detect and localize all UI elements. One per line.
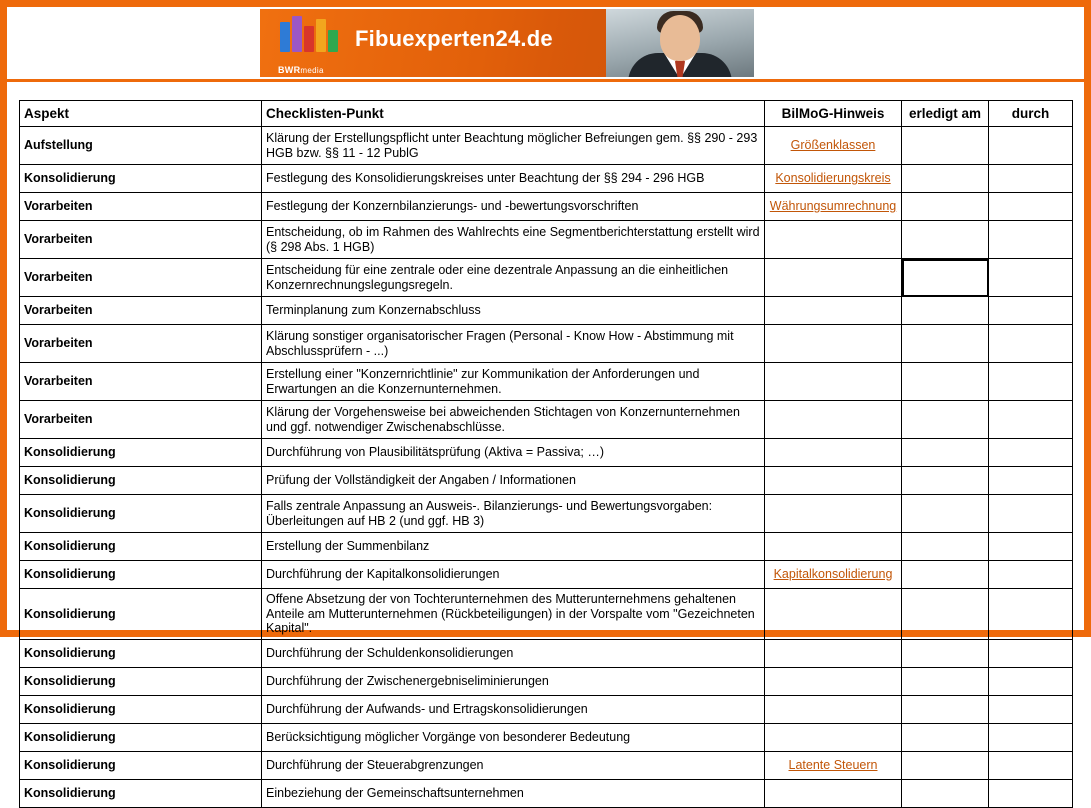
- cell-erledigt-am[interactable]: [902, 589, 989, 640]
- cell-durch[interactable]: [989, 193, 1073, 221]
- cell-aspekt[interactable]: Konsolidierung: [20, 165, 262, 193]
- cell-checklisten-punkt[interactable]: Durchführung von Plausibilitätsprüfung (Aktiva = Passiva; …): [262, 439, 765, 467]
- table-row: [20, 589, 1073, 640]
- header-area: [7, 7, 1084, 82]
- cell-erledigt-am[interactable]: [902, 127, 989, 165]
- cell-bilmog-hinweis[interactable]: [765, 589, 902, 640]
- cell-aspekt[interactable]: Konsolidierung: [20, 752, 262, 780]
- table-header-row: [20, 101, 1073, 127]
- column-header-erledigt-am: erledigt am: [902, 101, 989, 127]
- cell-erledigt-am[interactable]: [902, 221, 989, 259]
- bwr-text: BWR: [278, 65, 301, 75]
- cell-erledigt-am[interactable]: [902, 401, 989, 439]
- cell-aspekt[interactable]: Vorarbeiten: [20, 259, 262, 297]
- cell-bilmog-hinweis[interactable]: [765, 127, 902, 165]
- cell-checklisten-punkt[interactable]: Klärung der Erstellungspflicht unter Beachtung möglicher Befreiungen gem. §§ 290 - 293 HGB bzw. §§ 11 - 12 PublG: [262, 127, 765, 165]
- cell-bilmog-hinweis[interactable]: [765, 259, 902, 297]
- banner-title: Fibuexperten24.de: [355, 26, 553, 51]
- bilmog-hinweis-link[interactable]: Kapitalkonsolidierung: [773, 567, 893, 582]
- cell-bilmog-hinweis[interactable]: [765, 297, 902, 325]
- table-row: [20, 439, 1073, 467]
- cell-bilmog-hinweis[interactable]: [765, 533, 902, 561]
- cell-aspekt[interactable]: Vorarbeiten: [20, 193, 262, 221]
- table-row: [20, 533, 1073, 561]
- cell-erledigt-am[interactable]: [902, 640, 989, 668]
- checklist-table: [19, 100, 1073, 808]
- cell-erledigt-am[interactable]: [902, 495, 989, 533]
- table-row: [20, 297, 1073, 325]
- bilmog-hinweis-link[interactable]: Währungsumrechnung: [769, 199, 897, 214]
- cell-checklisten-punkt[interactable]: Durchführung der Schuldenkonsolidierungen: [262, 640, 765, 668]
- table-row: [20, 127, 1073, 165]
- cell-checklisten-punkt[interactable]: Erstellung der Summenbilanz: [262, 533, 765, 561]
- cell-bilmog-hinweis[interactable]: [765, 640, 902, 668]
- cell-durch[interactable]: [989, 401, 1073, 439]
- cell-checklisten-punkt[interactable]: Entscheidung für eine zentrale oder eine dezentrale Anpassung an die einheitlichen Konzernrechnungslegungsregeln.: [262, 259, 765, 297]
- cell-durch[interactable]: [989, 724, 1073, 752]
- cell-aspekt[interactable]: Vorarbeiten: [20, 325, 262, 363]
- cell-aspekt[interactable]: Konsolidierung: [20, 696, 262, 724]
- cell-checklisten-punkt[interactable]: Prüfung der Vollständigkeit der Angaben / Informationen: [262, 467, 765, 495]
- cell-durch[interactable]: [989, 561, 1073, 589]
- table-row: [20, 640, 1073, 668]
- cell-erledigt-am[interactable]: [902, 533, 989, 561]
- table-row: [20, 467, 1073, 495]
- cell-durch[interactable]: [989, 752, 1073, 780]
- cell-checklisten-punkt[interactable]: Offene Absetzung der von Tochterunternehmen des Mutterunternehmens gehaltenen Anteile am Mutterunternehmen (Rückbeteiligungen) in der Vorspalte vom "Gezeichneten Kapital".: [262, 589, 765, 640]
- cell-bilmog-hinweis[interactable]: [765, 495, 902, 533]
- cell-durch[interactable]: [989, 668, 1073, 696]
- cell-bilmog-hinweis[interactable]: [765, 165, 902, 193]
- cell-checklisten-punkt[interactable]: Einbeziehung der Gemeinschaftsunternehmen: [262, 780, 765, 808]
- cell-bilmog-hinweis[interactable]: [765, 221, 902, 259]
- cell-checklisten-punkt[interactable]: Entscheidung, ob im Rahmen des Wahlrechts eine Segmentberichterstattung erstellt wird (§ 298 Abs. 1 HGB): [262, 221, 765, 259]
- cell-bilmog-hinweis[interactable]: [765, 668, 902, 696]
- cell-durch[interactable]: [989, 696, 1073, 724]
- table-row: [20, 696, 1073, 724]
- cell-aspekt[interactable]: Vorarbeiten: [20, 401, 262, 439]
- table-row: [20, 752, 1073, 780]
- cell-checklisten-punkt[interactable]: Terminplanung zum Konzernabschluss: [262, 297, 765, 325]
- bilmog-hinweis-link[interactable]: Konsolidierungskreis: [775, 171, 891, 186]
- cell-erledigt-am[interactable]: [902, 193, 989, 221]
- table-row: [20, 259, 1073, 297]
- cell-aspekt[interactable]: Vorarbeiten: [20, 221, 262, 259]
- cell-bilmog-hinweis[interactable]: [765, 439, 902, 467]
- table-row: [20, 165, 1073, 193]
- cell-aspekt[interactable]: Konsolidierung: [20, 439, 262, 467]
- consultant-photo: [606, 9, 754, 77]
- cell-aspekt[interactable]: Konsolidierung: [20, 780, 262, 808]
- bilmog-hinweis-link[interactable]: Latente Steuern: [788, 758, 878, 773]
- media-text: media: [300, 66, 324, 75]
- cell-checklisten-punkt[interactable]: Durchführung der Aufwands- und Ertragskonsolidierungen: [262, 696, 765, 724]
- cell-checklisten-punkt[interactable]: Erstellung einer "Konzernrichtlinie" zur Kommunikation der Anforderungen und Erwartungen an die Konzernunternehmen.: [262, 363, 765, 401]
- cell-aspekt[interactable]: Konsolidierung: [20, 589, 262, 640]
- cell-checklisten-punkt[interactable]: Klärung sonstiger organisatorischer Fragen (Personal - Know How - Abstimmung mit Abschlussprüfern - ...): [262, 325, 765, 363]
- checklist-sheet: [7, 82, 1084, 808]
- cell-bilmog-hinweis[interactable]: [765, 780, 902, 808]
- books-logo-icon: [278, 18, 346, 64]
- table-row: [20, 221, 1073, 259]
- cell-checklisten-punkt[interactable]: Festlegung der Konzernbilanzierungs- und -bewertungsvorschriften: [262, 193, 765, 221]
- cell-erledigt-am[interactable]: [902, 696, 989, 724]
- table-row: [20, 495, 1073, 533]
- cell-durch[interactable]: [989, 363, 1073, 401]
- cell-durch[interactable]: [989, 533, 1073, 561]
- brand-banner: [260, 9, 754, 77]
- column-header-checklisten-punkt: Checklisten-Punkt: [262, 101, 765, 127]
- cell-aspekt[interactable]: Konsolidierung: [20, 467, 262, 495]
- cell-durch[interactable]: [989, 467, 1073, 495]
- table-row: [20, 325, 1073, 363]
- cell-durch[interactable]: [989, 165, 1073, 193]
- cell-aspekt[interactable]: Vorarbeiten: [20, 363, 262, 401]
- bwr-media-wordmark: [278, 65, 324, 75]
- cell-erledigt-am[interactable]: [902, 668, 989, 696]
- cell-bilmog-hinweis[interactable]: [765, 193, 902, 221]
- cell-aspekt[interactable]: Konsolidierung: [20, 533, 262, 561]
- cell-checklisten-punkt[interactable]: Durchführung der Zwischenergebniseliminierungen: [262, 668, 765, 696]
- table-body: [20, 127, 1073, 808]
- bilmog-hinweis-link[interactable]: Größenklassen: [790, 138, 876, 153]
- table-row: [20, 193, 1073, 221]
- table-row: [20, 780, 1073, 808]
- cell-erledigt-am[interactable]: [902, 165, 989, 193]
- column-header-durch: durch: [989, 101, 1073, 127]
- cell-aspekt[interactable]: Aufstellung: [20, 127, 262, 165]
- table-row: [20, 363, 1073, 401]
- cell-checklisten-punkt[interactable]: Festlegung des Konsolidierungskreises unter Beachtung der §§ 294 - 296 HGB: [262, 165, 765, 193]
- cell-durch[interactable]: [989, 259, 1073, 297]
- cell-aspekt[interactable]: Konsolidierung: [20, 668, 262, 696]
- cell-aspekt[interactable]: Konsolidierung: [20, 640, 262, 668]
- cell-durch[interactable]: [989, 325, 1073, 363]
- cell-bilmog-hinweis[interactable]: [765, 325, 902, 363]
- cell-checklisten-punkt[interactable]: Berücksichtigung möglicher Vorgänge von besonderer Bedeutung: [262, 724, 765, 752]
- column-header-bilmog-hinweis: BilMoG-Hinweis: [765, 101, 902, 127]
- cell-durch[interactable]: [989, 127, 1073, 165]
- cell-bilmog-hinweis[interactable]: [765, 561, 902, 589]
- cell-checklisten-punkt[interactable]: Durchführung der Kapitalkonsolidierungen: [262, 561, 765, 589]
- cell-bilmog-hinweis[interactable]: [765, 363, 902, 401]
- cell-aspekt[interactable]: Konsolidierung: [20, 561, 262, 589]
- cell-checklisten-punkt[interactable]: Falls zentrale Anpassung an Ausweis-. Bilanzierungs- und Bewertungsvorgaben: Überleitungen auf HB 2 (und ggf. HB 3): [262, 495, 765, 533]
- cell-erledigt-am[interactable]: [902, 467, 989, 495]
- cell-erledigt-am[interactable]: [902, 259, 989, 297]
- cell-checklisten-punkt[interactable]: Klärung der Vorgehensweise bei abweichenden Stichtagen von Konzernunternehmen und ggf. notwendiger Zwischenabschlüsse.: [262, 401, 765, 439]
- table-row: [20, 561, 1073, 589]
- cell-erledigt-am[interactable]: [902, 752, 989, 780]
- cell-durch[interactable]: [989, 589, 1073, 640]
- cell-erledigt-am[interactable]: [902, 561, 989, 589]
- cell-bilmog-hinweis[interactable]: [765, 467, 902, 495]
- cell-erledigt-am[interactable]: [902, 780, 989, 808]
- cell-durch[interactable]: [989, 495, 1073, 533]
- cell-erledigt-am[interactable]: [902, 363, 989, 401]
- cell-aspekt[interactable]: Konsolidierung: [20, 495, 262, 533]
- cell-bilmog-hinweis[interactable]: [765, 696, 902, 724]
- table-row: [20, 724, 1073, 752]
- cell-durch[interactable]: [989, 780, 1073, 808]
- table-row: [20, 401, 1073, 439]
- cell-erledigt-am[interactable]: [902, 297, 989, 325]
- cell-aspekt[interactable]: Vorarbeiten: [20, 297, 262, 325]
- cell-bilmog-hinweis[interactable]: [765, 752, 902, 780]
- table-row: [20, 668, 1073, 696]
- cell-bilmog-hinweis[interactable]: [765, 401, 902, 439]
- cell-aspekt[interactable]: Konsolidierung: [20, 724, 262, 752]
- cell-durch[interactable]: [989, 221, 1073, 259]
- photo-face: [660, 15, 700, 61]
- cell-erledigt-am[interactable]: [902, 439, 989, 467]
- cell-erledigt-am[interactable]: [902, 325, 989, 363]
- cell-durch[interactable]: [989, 439, 1073, 467]
- cell-durch[interactable]: [989, 640, 1073, 668]
- cell-bilmog-hinweis[interactable]: [765, 724, 902, 752]
- cell-checklisten-punkt[interactable]: Durchführung der Steuerabgrenzungen: [262, 752, 765, 780]
- cell-erledigt-am[interactable]: [902, 724, 989, 752]
- cell-durch[interactable]: [989, 297, 1073, 325]
- column-header-aspekt: Aspekt: [20, 101, 262, 127]
